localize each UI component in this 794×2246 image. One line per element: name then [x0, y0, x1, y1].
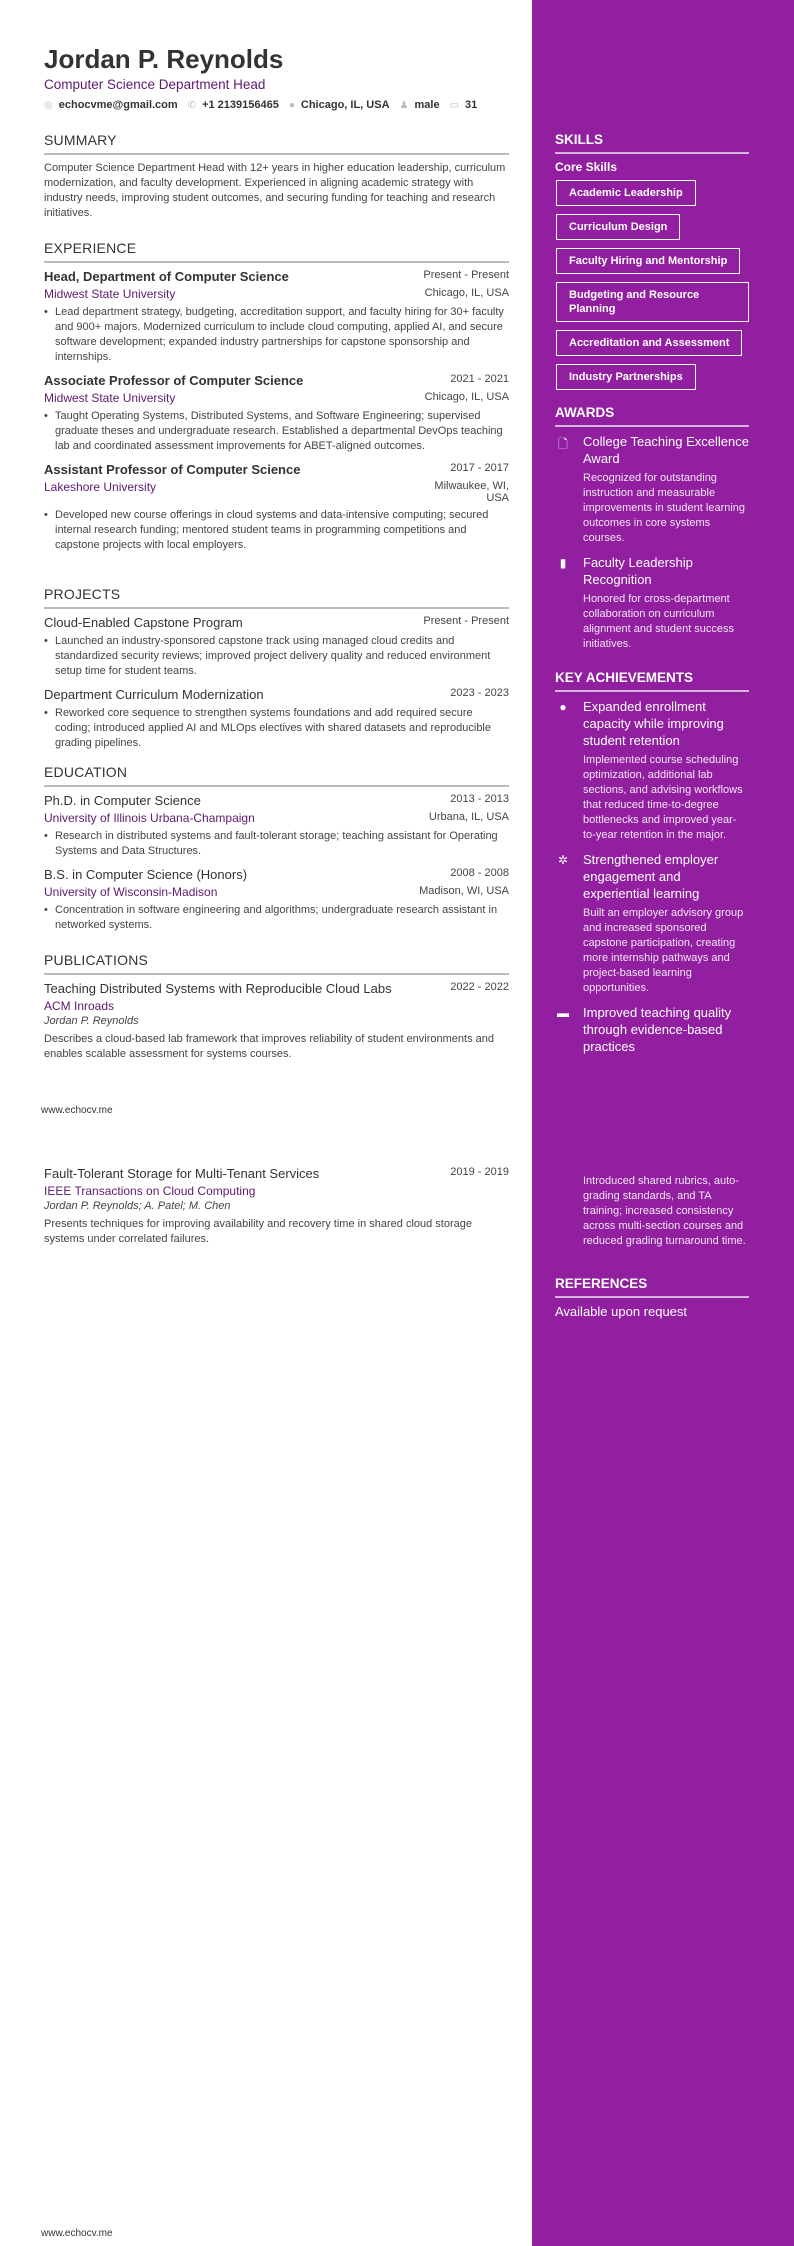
entry	[44, 373, 509, 454]
entry-subheader	[44, 284, 509, 301]
section-heading: PUBLICATIONS	[44, 952, 509, 975]
more-circle-icon: ●	[559, 700, 567, 714]
entry-organization: Lakeshore University	[44, 480, 157, 494]
entry-header	[44, 615, 509, 630]
section-heading: SUMMARY	[44, 132, 509, 155]
bullet-item: • Concentration in software engineering and algorithms; undergraduate research assistant in networked systems.	[55, 903, 509, 933]
section-heading: REFERENCES	[555, 1276, 749, 1298]
bullet-list	[44, 305, 509, 365]
projects-section	[44, 586, 509, 759]
awards-section	[555, 405, 749, 660]
summary-section	[44, 132, 509, 221]
archive-icon: ▬	[557, 1006, 569, 1020]
section-heading: PROJECTS	[44, 586, 509, 609]
item-body	[583, 433, 749, 546]
item-desc: Honored for cross-department collaboration on curriculum alignment and student success initiatives.	[583, 593, 735, 650]
entry	[44, 687, 509, 751]
contact-value: +1 2139156465	[202, 99, 279, 111]
entry-location: Urbana, IL, USA	[428, 811, 509, 823]
skill-chip	[555, 180, 749, 214]
entry-date: 2023 - 2023	[450, 687, 509, 699]
item-title: Expanded enrollment capacity while improving student retention	[583, 699, 724, 748]
entry-date: Present - Present	[423, 615, 509, 627]
references-section	[555, 1276, 749, 1319]
entry	[44, 462, 509, 553]
section-heading: KEY ACHIEVEMENTS	[555, 670, 749, 692]
publications-section	[44, 952, 509, 1070]
skill-label: Academic Leadership	[556, 180, 696, 206]
section-heading: EDUCATION	[44, 764, 509, 787]
section-heading: EXPERIENCE	[44, 240, 509, 263]
entry-title: Head, Department of Computer Science	[44, 269, 289, 284]
bullet-item: • Reworked core sequence to strengthen systems foundations and add required secure coding; introduced applied AI and MLOps electives with shared datasets and reproducible grading pipelines.	[55, 706, 509, 751]
entry-subheader	[44, 808, 509, 825]
summary-text: Computer Science Department Head with 12+ years in higher education leadership, curriculum modernization, and faculty development. Experienced in aligning academic strategy with industry needs, improving student outcomes, and securing funding for teaching and research initiatives.	[44, 162, 506, 219]
list-item	[555, 698, 749, 843]
skill-label: Budgeting and Resource Planning	[556, 282, 749, 322]
footer-site: www.echocv.me	[41, 2228, 113, 2239]
entry-title: Fault-Tolerant Storage for Multi-Tenant Services	[44, 1166, 320, 1181]
entry-location: Madison, WI, USA	[419, 885, 509, 897]
entry-header	[44, 687, 509, 702]
contact-value: male	[414, 99, 440, 111]
bullet-list	[44, 508, 509, 553]
section-heading: AWARDS	[555, 405, 749, 427]
publication-description: Presents techniques for improving availability and recovery time in shared cloud storage systems under correlated failures.	[44, 1218, 472, 1245]
entry-header	[44, 867, 509, 882]
skill-chip	[555, 248, 749, 282]
bullet-list	[44, 634, 509, 679]
entry	[44, 867, 509, 933]
contact-item	[289, 99, 390, 111]
skill-chip	[555, 214, 749, 248]
at-icon: ◎	[44, 99, 53, 111]
contact-item	[44, 99, 178, 111]
phone-icon: ✆	[187, 99, 197, 111]
entry-title: Associate Professor of Computer Science	[44, 373, 304, 388]
entry-date: 2022 - 2022	[450, 981, 509, 993]
entry	[44, 269, 509, 365]
contact-bar	[44, 99, 477, 111]
calendar-icon: ▭	[449, 99, 460, 111]
entry-location: Milwaukee, WI, USA	[434, 480, 509, 504]
bullet-list	[44, 409, 509, 454]
education-section	[44, 764, 509, 941]
experience-section	[44, 240, 509, 561]
bookmark-icon: ▮	[559, 556, 567, 570]
references-text: Available upon request	[555, 1304, 688, 1319]
skills-section	[555, 132, 749, 398]
publication-venue: IEEE Transactions on Cloud Computing	[44, 1184, 256, 1198]
skill-label: Curriculum Design	[556, 214, 680, 240]
entry-organization: University of Wisconsin-Madison	[44, 885, 218, 899]
publication-venue: ACM Inroads	[44, 999, 115, 1013]
entry-date: 2021 - 2021	[450, 373, 509, 385]
entry-title: B.S. in Computer Science (Honors)	[44, 867, 248, 882]
location-icon: ●	[288, 99, 295, 111]
list-item	[555, 554, 749, 652]
sparkle-icon: ✲	[557, 853, 569, 867]
entry	[44, 615, 509, 679]
entry-title: Department Curriculum Modernization	[44, 687, 264, 702]
entry-subheader	[44, 477, 509, 504]
contact-value: echocvme@gmail.com	[58, 99, 178, 111]
footer-site: www.echocv.me	[41, 1105, 113, 1116]
bullet-item: • Lead department strategy, budgeting, accreditation support, and faculty hiring for 30+ faculty and 900+ majors. Modernized curriculum to include cloud computing, applied AI, and secure software development; expanded industry partnerships for capstone sponsorship and internships.	[55, 305, 509, 365]
item-body	[583, 554, 749, 652]
item-title: College Teaching Excellence Award	[583, 434, 749, 466]
list-item	[555, 433, 749, 546]
section-heading: SKILLS	[555, 132, 749, 154]
entry-date: Present - Present	[423, 269, 509, 281]
entry-header	[44, 981, 509, 996]
list-item	[555, 851, 749, 996]
contact-item	[400, 99, 440, 111]
skills-group-label: Core Skills	[555, 160, 618, 174]
publication-description: Describes a cloud-based lab framework that improves reliability of student environments and enables scalable assessment for systems courses.	[44, 1033, 494, 1060]
bullet-list	[44, 903, 509, 933]
entry-title: Cloud-Enabled Capstone Program	[44, 615, 243, 630]
skill-label: Accreditation and Assessment	[556, 330, 742, 356]
item-title: Faculty Leadership Recognition	[583, 555, 693, 587]
contact-item	[188, 99, 279, 111]
publications-continued	[44, 1166, 509, 1255]
publication-authors: Jordan P. Reynolds	[44, 1015, 139, 1027]
achievement-desc: Introduced shared rubrics, auto-grading standards, and TA training; increased consistency across multi-section courses and reduced grading turnaround time.	[583, 1175, 746, 1247]
entry-organization: Midwest State University	[44, 287, 176, 301]
item-title: Strengthened employer engagement and experiential learning	[583, 852, 719, 901]
skill-chip	[555, 330, 749, 364]
item-desc: Recognized for outstanding instruction and measurable improvements in student learning outcomes in core systems courses.	[583, 472, 746, 544]
candidate-title: Computer Science Department Head	[44, 77, 266, 92]
entry-location: Chicago, IL, USA	[424, 391, 509, 403]
entry-date: 2008 - 2008	[450, 867, 509, 879]
entry-date: 2019 - 2019	[450, 1166, 509, 1178]
contact-item	[450, 99, 478, 111]
entry-header	[44, 269, 509, 284]
skill-chip	[555, 282, 749, 330]
entry-subheader	[44, 388, 509, 405]
entry-date: 2017 - 2017	[450, 462, 509, 474]
list-item	[555, 1004, 749, 1055]
candidate-name: Jordan P. Reynolds	[44, 44, 284, 74]
entry-title: Ph.D. in Computer Science	[44, 793, 201, 808]
achievement-continued	[555, 1170, 749, 1249]
skill-label: Industry Partnerships	[556, 364, 696, 390]
item-desc: Built an employer advisory group and increased sponsored capstone participation, creating more internship pathways and project-based learning opportunities.	[583, 907, 744, 994]
bullet-item: • Launched an industry-sponsored capstone track using managed cloud credits and standardized security reviews; improved project delivery quality and reduced environment setup time for student teams.	[55, 634, 509, 679]
publication-authors: Jordan P. Reynolds; A. Patel; M. Chen	[44, 1200, 231, 1212]
file-plus-icon: 🗋	[558, 437, 568, 451]
entry-header	[44, 373, 509, 388]
person-icon: ♟	[399, 99, 409, 111]
entry-organization: University of Illinois Urbana-Champaign	[44, 811, 255, 825]
entry-title: Assistant Professor of Computer Science	[44, 462, 301, 477]
item-desc: Implemented course scheduling optimization, additional lab sections, and advising workflows that reduced time-to-degree bottlenecks and improved year-to-year retention in the major.	[583, 754, 743, 841]
item-title: Improved teaching quality through evidence-based practices	[583, 1005, 732, 1054]
entry-header	[44, 793, 509, 808]
entry-title: Teaching Distributed Systems with Reproducible Cloud Labs	[44, 981, 392, 996]
bullet-item: • Taught Operating Systems, Distributed Systems, and Software Engineering; supervised graduate theses and undergraduate research. Established a departmental DevOps teaching lab and coordinated assessment improvements for ABET-aligned outcomes.	[55, 409, 509, 454]
entry-header	[44, 1166, 509, 1181]
entry-subheader	[44, 882, 509, 899]
entry-organization: Midwest State University	[44, 391, 176, 405]
entry-header	[44, 462, 509, 477]
contact-value: 31	[465, 99, 478, 111]
item-body	[583, 1004, 749, 1055]
contact-value: Chicago, IL, USA	[300, 99, 390, 111]
item-body	[583, 851, 749, 996]
entry	[44, 1166, 509, 1247]
entry-location: Chicago, IL, USA	[424, 287, 509, 299]
skill-label: Faculty Hiring and Mentorship	[556, 248, 740, 274]
item-body	[583, 698, 749, 843]
achievements-section	[555, 670, 749, 1063]
entry	[44, 793, 509, 859]
skill-chip	[555, 364, 749, 398]
entry-date: 2013 - 2013	[450, 793, 509, 805]
entry	[44, 981, 509, 1062]
bullet-item: • Research in distributed systems and fault-tolerant storage; teaching assistant for Operating Systems and Data Structures.	[55, 829, 509, 859]
bullet-item: • Developed new course offerings in cloud systems and data-intensive computing; secured internal research funding; mentored student teams in programming competitions and capstone projects with local employers.	[55, 508, 509, 553]
bullet-list	[44, 829, 509, 859]
bullet-list	[44, 706, 509, 751]
